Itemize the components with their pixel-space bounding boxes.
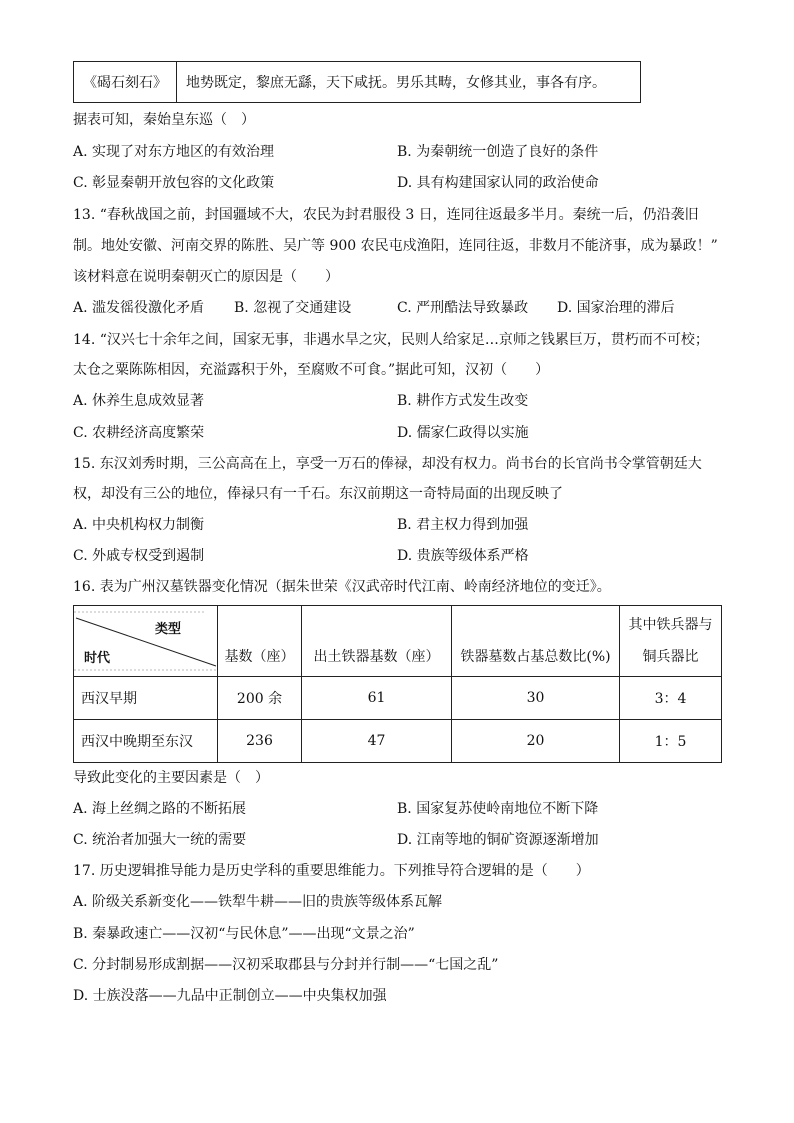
row-era: 西汉中晚期至东汉	[74, 720, 218, 763]
quote-text-cell: 地势既定，黎庶无繇，天下咸抚。男乐其畴，女修其业，事各有序。	[186, 75, 606, 91]
q13-option-b[interactable]: B. 忽视了交通建设	[234, 300, 352, 316]
q15-option-c[interactable]: C. 外戚专权受到遏制	[73, 548, 205, 564]
q16-stem: 导致此变化的主要因素是（ ）	[73, 770, 269, 786]
row-weapon-ratio: 3：4	[620, 677, 722, 720]
q15-option-d[interactable]: D. 贵族等级体系严格	[397, 548, 529, 564]
q12-option-d[interactable]: D. 具有构建国家认同的政治使命	[397, 175, 599, 191]
header-iron-ratio: 铁器墓数占基总数比(%)	[452, 606, 620, 677]
header-weapon-ratio	[620, 606, 722, 677]
q15-option-a[interactable]: A. 中央机构权力制衡	[73, 517, 205, 533]
row-count: 200 余	[218, 677, 302, 720]
q12-option-c[interactable]: C. 彰显秦朝开放包容的文化政策	[73, 175, 275, 191]
diagonal-header-cell	[74, 606, 218, 677]
q16-option-d[interactable]: D. 江南等地的铜矿资源逐渐增加	[397, 832, 599, 848]
row-iron-count: 61	[302, 677, 452, 720]
diag-label-era: 时代	[84, 651, 111, 666]
row-iron-count: 47	[302, 720, 452, 763]
quote-source-cell: 《碣石刻石》	[74, 62, 177, 102]
header-weapon-ratio-line-1: 其中铁兵器与	[628, 617, 713, 633]
table-header-row	[74, 606, 722, 677]
q17-option-b[interactable]: B. 秦暴政速亡——汉初“与民休息”——出现“文景之治”	[73, 926, 415, 942]
q17-option-a[interactable]: A. 阶级关系新变化——铁犁牛耕——旧的贵族等级体系瓦解	[73, 894, 443, 910]
q13-line-2: 制。地处安徽、河南交界的陈胜、吴广等 900 农民屯戍渔阳，连同往返，非数月不能济事，成为暴政！”	[73, 238, 718, 254]
q12-option-a[interactable]: A. 实现了对东方地区的有效治理	[73, 144, 275, 160]
q14-option-c[interactable]: C. 农耕经济高度繁荣	[73, 425, 205, 441]
row-iron-ratio: 20	[452, 720, 620, 763]
q14-line-1: 14. “汉兴七十余年之间，国家无事，非遇水旱之灾，民则人给家足…京师之钱累巨万，贯朽而不可校；	[73, 332, 709, 348]
q16-line-1: 16. 表为广州汉墓铁器变化情况（据朱世荣《汉武帝时代江南、岭南经济地位的变迁》。	[73, 579, 611, 595]
row-weapon-ratio: 1：5	[620, 720, 722, 763]
q15-line-1: 15. 东汉刘秀时期，三公高高在上，享受一万石的俸禄，却没有权力。尚书台的长官尚书令掌管朝廷大	[73, 456, 702, 472]
q17-line-1: 17. 历史逻辑推导能力是历史学科的重要思维能力。下列推导符合逻辑的是（ ）	[73, 863, 590, 879]
q12-stem: 据表可知，秦始皇东巡（ ）	[73, 112, 255, 128]
q14-option-d[interactable]: D. 儒家仁政得以实施	[397, 425, 529, 441]
q16-option-b[interactable]: B. 国家复苏使岭南地位不断下降	[397, 801, 599, 817]
q17-option-d[interactable]: D. 士族没落——九品中正制创立——中央集权加强	[73, 988, 387, 1004]
q15-option-b[interactable]: B. 君主权力得到加强	[397, 517, 529, 533]
q17-option-c[interactable]: C. 分封制易形成割据——汉初采取郡县与分封并行制——“七国之乱”	[73, 957, 499, 973]
row-iron-ratio: 30	[452, 677, 620, 720]
q14-option-b[interactable]: B. 耕作方式发生改变	[397, 393, 529, 409]
table-row	[74, 720, 722, 763]
q13-line-1: 13. “春秋战国之前，封国疆域不大，农民为封君服役 3 日，连同往返最多半月。秦统一后，仍沿袭旧	[73, 207, 699, 223]
row-era: 西汉早期	[74, 677, 218, 720]
header-iron-count: 出土铁器基数（座）	[302, 606, 452, 677]
q13-option-a[interactable]: A. 滥发徭役激化矛盾	[73, 300, 205, 316]
q15-line-2: 权，却没有三公的地位，俸禄只有一千石。东汉前期这一奇特局面的出现反映了	[73, 486, 563, 502]
quote-table	[73, 61, 641, 103]
iron-ware-table	[73, 605, 722, 763]
diag-label-type: 类型	[154, 622, 181, 637]
table-row	[74, 677, 722, 720]
q13-option-d[interactable]: D. 国家治理的滞后	[557, 300, 675, 316]
q14-line-2: 太仓之粟陈陈相因，充溢露积于外，至腐败不可食。”据此可知，汉初（ ）	[73, 362, 550, 378]
q16-option-c[interactable]: C. 统治者加强大一统的需要	[73, 832, 247, 848]
q14-option-a[interactable]: A. 休养生息成效显著	[73, 393, 205, 409]
q13-option-c[interactable]: C. 严刑酷法导致暴政	[397, 300, 529, 316]
q16-option-a[interactable]: A. 海上丝绸之路的不断拓展	[73, 801, 247, 817]
q13-line-3: 该材料意在说明秦朝灭亡的原因是（ ）	[73, 269, 339, 285]
row-count: 236	[218, 720, 302, 763]
q12-option-b[interactable]: B. 为秦朝统一创造了良好的条件	[397, 144, 599, 160]
header-count: 基数（座）	[218, 606, 302, 677]
header-weapon-ratio-line-2: 铜兵器比	[642, 649, 699, 665]
